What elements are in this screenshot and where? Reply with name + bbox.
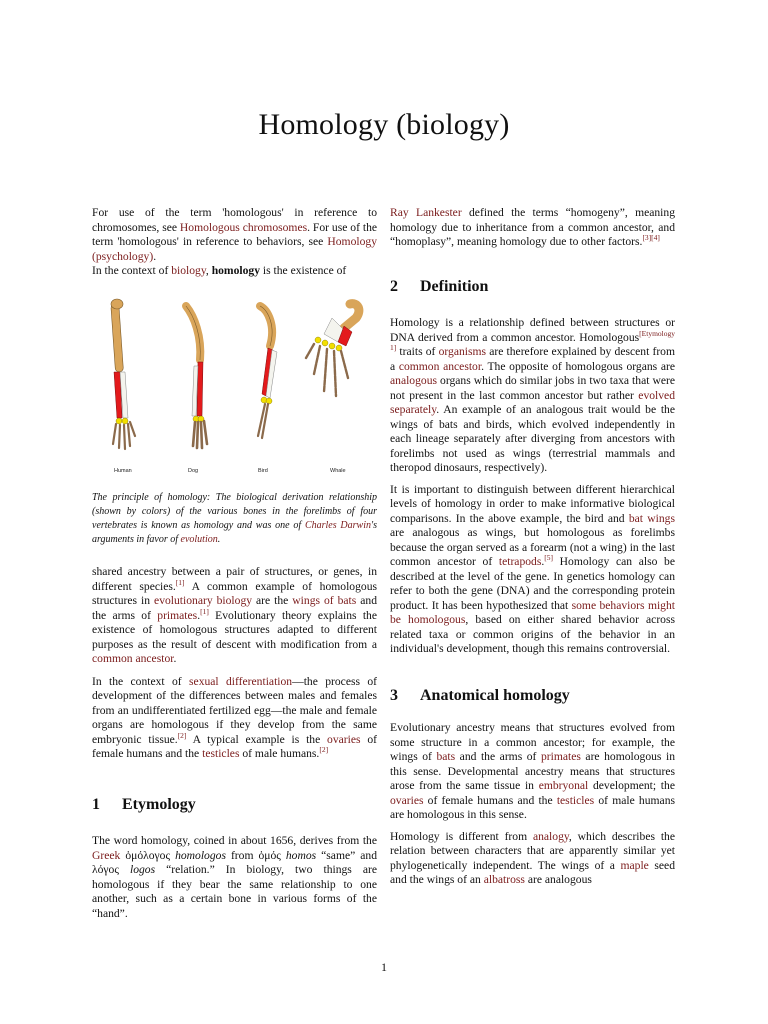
page-title: Homology (biology) <box>258 108 510 141</box>
lead-paragraph-start: In the context of biology, homology is the existence of <box>92 264 347 277</box>
citation-etymology-1[interactable]: [Etymology 1] <box>390 328 675 352</box>
citation-1b[interactable]: [1] <box>200 606 209 616</box>
figure-caption: The principle of homology: The biological derivation relationship (shown by colors) of the various bones in the forelimbs of four vertebrates is known as homology and was one of Charles Darwin's arguments in favor of evolution. <box>92 492 378 545</box>
citation-2b[interactable]: [2] <box>319 745 329 754</box>
link-maple[interactable]: maple <box>620 858 649 872</box>
link-primates-2[interactable]: primates <box>540 750 581 763</box>
link-testicles[interactable]: testicles <box>202 747 240 760</box>
whale-flipper-icon <box>306 304 359 474</box>
lankester-paragraph: Ray Lankester defined the terms “homogeny”, meaning homology due to inheritance from a common ancestor, and “homoplasy”, meaning homology due to other factors.[3][4] <box>390 206 675 248</box>
link-homology-psychology[interactable]: Homology (psychology) <box>92 235 377 263</box>
section-heading-etymology: 1 Etymology <box>92 795 196 813</box>
link-charles-darwin[interactable]: Charles Darwin <box>304 520 371 531</box>
link-tetrapods[interactable]: tetrapods <box>498 555 542 568</box>
link-evolutionary-biology[interactable]: evolutionary biology <box>154 594 253 607</box>
section-heading-anatomical-homology: 3 Anatomical homology <box>390 686 570 704</box>
anatomical-paragraph: Evolutionary ancestry means that structures evolved from some structure in a common ancestor; for example, the wings of bats and the arms of primates are homologous in this sense. Developmental ancestry means that structures arose from the same tissue in embryonal development; the ovaries of female humans and the testicles of male humans are homologous in this sense. <box>390 721 676 821</box>
figure-label-dog: Dog <box>188 468 199 474</box>
link-common-ancestor[interactable]: common ancestor <box>92 652 174 665</box>
forelimb-homology-illustration <box>92 296 377 486</box>
link-wings-of-bats[interactable]: wings of bats <box>292 594 357 607</box>
link-bat-wings[interactable]: bat wings <box>628 511 675 525</box>
figure-label-whale: Whale <box>330 468 346 474</box>
link-testicles-2[interactable]: testicles <box>556 793 595 807</box>
link-ovaries[interactable]: ovaries <box>327 732 361 746</box>
citation-2[interactable]: [2] <box>177 730 187 740</box>
page-number: 1 <box>381 960 387 974</box>
analogy-paragraph: Homology is different from analogy, which describes the relation between characters that are apparently similar yet phylogenetically independent. The wings of a maple seed and the wings of an albatross are analogous <box>390 829 675 886</box>
link-homologous-behaviors[interactable]: some behaviors might be homologous <box>390 598 675 626</box>
link-ovaries-2[interactable]: ovaries <box>390 793 424 807</box>
dog-forelimb-icon <box>186 306 207 474</box>
right-column <box>390 206 675 888</box>
sexual-differentiation-paragraph: In the context of sexual differentiation—the process of development of the differences between males and females from an undifferentiated fertilized egg—the male and female organs are homologous if they develop from the same embryonic tissue.[2] A typical example is the ovaries of female humans and the testicles of male humans.[2] <box>92 674 378 760</box>
definition-paragraph: Homology is a relationship defined between structures or DNA derived from a common ancestor. Homologous[Etymology 1] traits of organisms are therefore explained by descent from a common ancestor. The opposite of homologous organs are analogous organs which do similar jobs in two taxa that were not present in the last common ancestor but rather evolved separately. An example of an analogous trait would be the wings of bats and birds, which evolved independently in each lineage separately after diverging from ancestors with forelimbs not used as wings (terrestrial mammals and theropod dinosaurs, respectively). <box>390 316 675 474</box>
link-ray-lankester[interactable]: Ray Lankester <box>390 206 462 219</box>
citation-5[interactable]: [5] <box>544 553 554 562</box>
etymology-paragraph: The word homology, coined in about 1656, derives from the Greek ὁμόλογος homologos from ὁμός homos “same” and λόγος logos “relation.” In biology, two things are homologous if they bear the same relationship to one another, such as a certain bone in various forms of the “hand”. <box>92 834 378 920</box>
link-evolution[interactable]: evolution <box>180 534 218 545</box>
link-analogy[interactable]: analogy <box>532 829 569 843</box>
link-embryonal[interactable]: embryonal <box>538 779 589 792</box>
link-organisms[interactable]: organisms <box>438 345 487 358</box>
bird-wing-icon <box>258 306 277 474</box>
link-evolved-separately[interactable]: evolved separately <box>390 388 675 416</box>
link-biology[interactable]: biology <box>171 264 206 277</box>
human-forelimb-icon <box>111 299 135 474</box>
link-albatross[interactable]: albatross <box>483 873 525 886</box>
figure-label-bird: Bird <box>258 468 268 474</box>
citation-3-4[interactable]: [3][4] <box>642 233 660 242</box>
link-sexual-differentiation[interactable]: sexual differentiation <box>189 674 293 688</box>
citation-1[interactable]: [1] <box>175 577 185 587</box>
link-analogous[interactable]: analogous <box>390 374 438 387</box>
hatnote-paragraph: For use of the term 'homologous' in reference to chromosomes, see Homologous chromosomes. For use of the term 'homologous' in reference to behaviors, see Homology (psychology). <box>92 206 378 263</box>
link-homologous-chromosomes[interactable]: Homologous chromosomes <box>179 220 308 234</box>
section-heading-definition: 2 Definition <box>390 277 489 295</box>
figure-label-human: Human <box>114 468 132 474</box>
left-column <box>92 206 377 279</box>
link-primates[interactable]: primates <box>157 608 198 622</box>
link-greek[interactable]: Greek <box>92 848 121 862</box>
forelimb-homology-figure <box>92 296 377 486</box>
hierarchy-paragraph: It is important to distinguish between different hierarchical levels of homology in order to make informative biological comparisons. In the above example, the bird and bat wings are analogous as wings, but homologous as forelimbs because the organ served as a forearm (not a wing) in the last common ancestor of tetrapods.[5] Homology can also be described at the level of the gene. In genetics homology can refer to both the gene (DNA) and the corresponding protein product. It has been hypothesized that some behaviors might be homologous, based on either shared behavior across related taxa or common origins of the behavior in an individual's development, though this remains controversial. <box>390 482 676 655</box>
lead-paragraph-continued: shared ancestry between a pair of structures, or genes, in different species.[1] A common example of homologous structures in evolutionary biology are the wings of bats and the arms of primates.[1] Evolutionary theory explains the existence of homologous structures adapted to different purposes as the result of descent with modification from a common ancestor. <box>92 565 377 665</box>
link-common-ancestor-2[interactable]: common ancestor <box>398 359 482 373</box>
left-column-continued <box>92 565 377 921</box>
link-bats[interactable]: bats <box>436 750 456 763</box>
